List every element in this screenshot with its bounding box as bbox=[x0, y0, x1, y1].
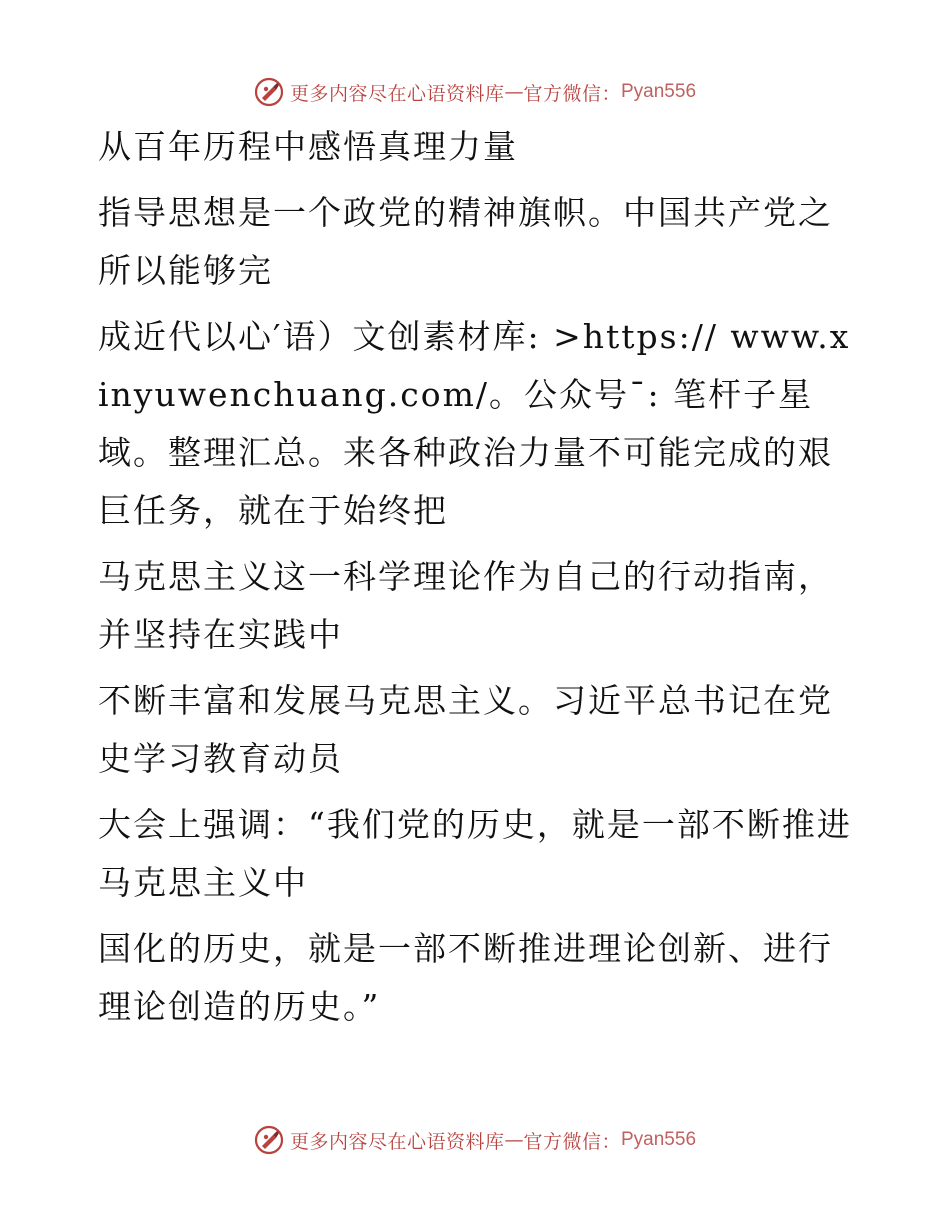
banner-text: 更多内容尽在心语资料库 bbox=[289, 1130, 505, 1153]
pen-logo-icon bbox=[254, 77, 284, 107]
banner-wechat-id: Pyan556 bbox=[621, 81, 697, 102]
paragraph: 国化的历史，就是一部不断推进理论创新、进行理论创造的历史。” bbox=[98, 929, 833, 1026]
pen-logo-icon bbox=[254, 1125, 284, 1155]
document-body bbox=[98, 118, 858, 1036]
banner-wechat-label: 官方微信： bbox=[523, 1130, 621, 1153]
footer-banner bbox=[0, 1120, 950, 1160]
paragraph: 马克思主义这一科学理论作为自己的行动指南，并坚持在实践中 bbox=[98, 557, 833, 654]
paragraph: 指导思想是一个政党的精神旗帜。中国共产党之所以能够完 bbox=[98, 193, 833, 290]
banner-separator: — bbox=[504, 1129, 524, 1151]
banner-wechat-label: 官方微信： bbox=[523, 82, 621, 105]
banner-wechat-id: Pyan556 bbox=[621, 1129, 697, 1150]
header-banner bbox=[0, 72, 950, 112]
document-title: 从百年历程中感悟真理力量 bbox=[98, 127, 518, 166]
paragraph: 不断丰富和发展马克思主义。习近平总书记在党史学习教育动员 bbox=[98, 681, 833, 778]
paragraph: 成近代以心′语）文创素材库: >https:// www.xinyuwenchuang.com/。公众号¯: 笔杆子星域。整理汇总。来各种政治力量不可能完成的艰巨任务，就在于始终把 bbox=[98, 317, 851, 530]
paragraph: 大会上强调：“我们党的历史，就是一部不断推进马克思主义中 bbox=[98, 805, 852, 902]
banner-separator: — bbox=[504, 81, 524, 103]
banner-text: 更多内容尽在心语资料库 bbox=[289, 82, 505, 105]
